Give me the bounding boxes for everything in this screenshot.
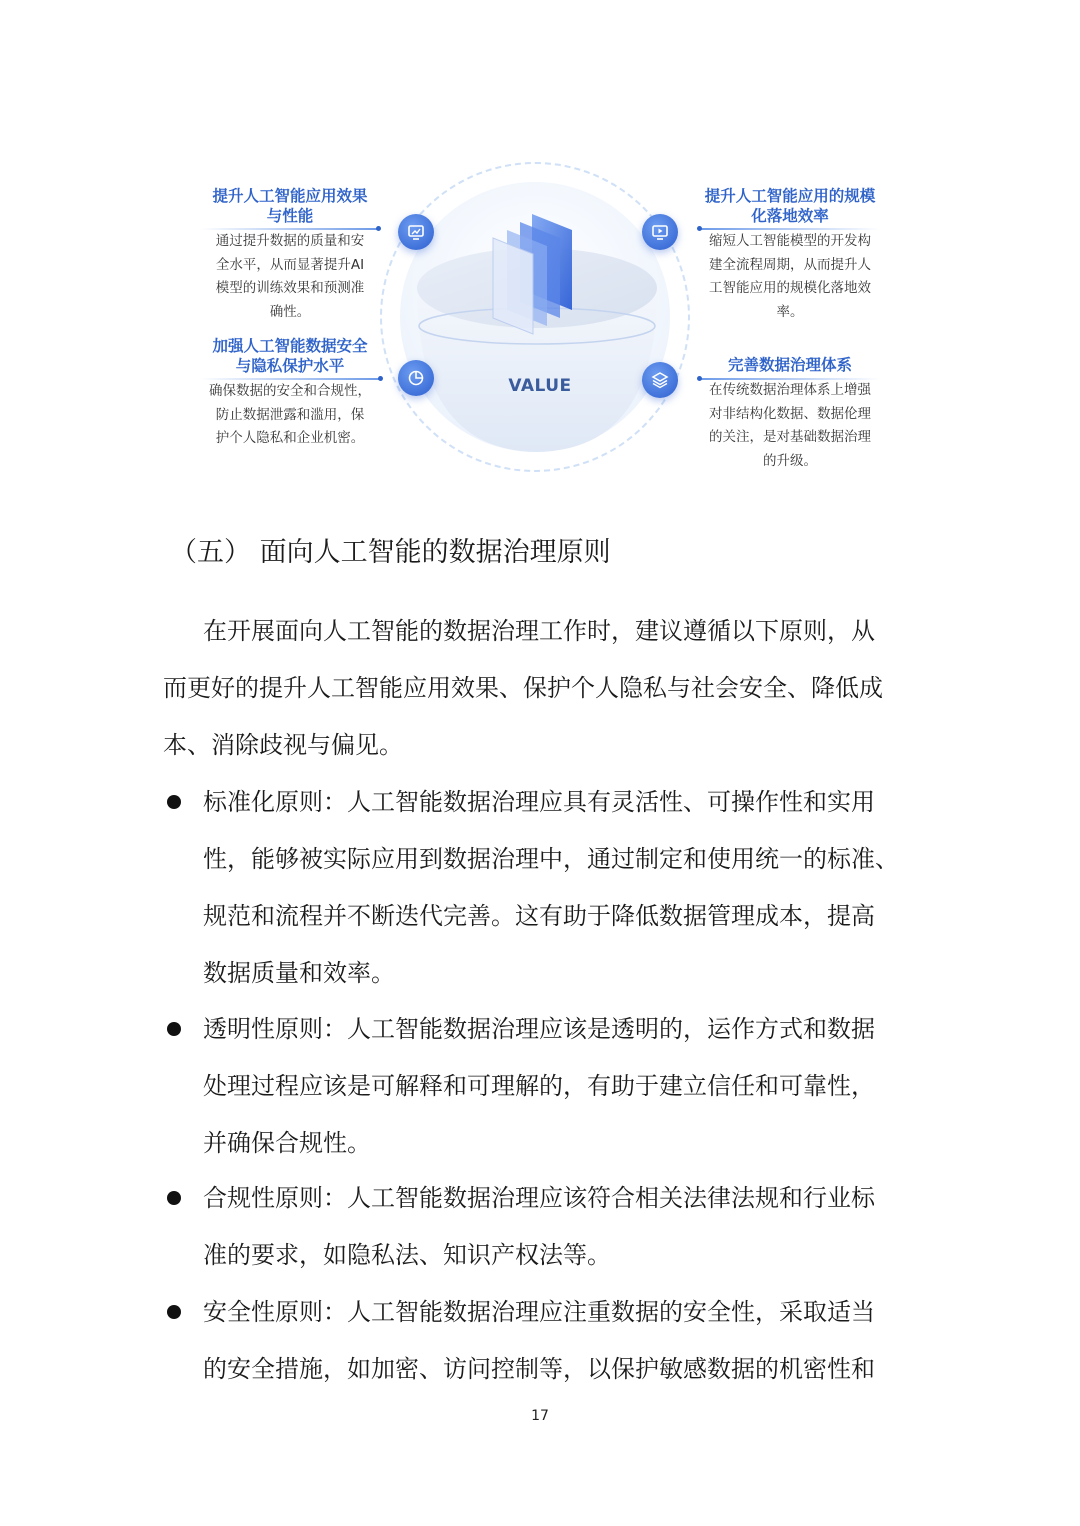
desc-line: 对非结构化数据、数据伦理	[709, 405, 871, 422]
desc-line: 全水平，从而显著提升AI	[215, 256, 365, 273]
bullet-security	[203, 1284, 923, 1398]
benefit-title	[695, 186, 885, 226]
intro-paragraph	[163, 603, 923, 660]
bullet-transparency	[203, 1001, 923, 1172]
title-line: 与隐私保护水平	[235, 357, 345, 375]
text-line: 数据质量和效率。	[203, 959, 395, 987]
benefit-desc	[695, 230, 885, 324]
title-line: 提升人工智能应用的规模	[704, 187, 876, 205]
text-line: 在开展面向人工智能的数据治理工作时，建议遵循以下原则，从	[203, 617, 875, 645]
benefit-desc	[195, 380, 385, 451]
desc-line: 在传统数据治理体系上增强	[709, 382, 871, 398]
title-line: 完善数据治理体系	[727, 356, 852, 374]
title-line: 提升人工智能应用效果	[212, 187, 368, 205]
leader-line	[200, 228, 378, 230]
glass-card	[493, 238, 533, 334]
leader-dot	[376, 226, 381, 231]
value-diagram	[180, 150, 900, 490]
leader-line	[200, 378, 380, 380]
center-value-label: VALUE	[508, 376, 572, 396]
leader-dot	[697, 226, 702, 231]
desc-line: 建全流程周期，从而提升人	[709, 256, 871, 273]
intro-paragraph-cont	[163, 660, 923, 774]
desc-line: 率。	[776, 303, 804, 320]
bullet-dot	[167, 1022, 181, 1036]
leader-line	[700, 378, 880, 380]
layers-icon	[642, 362, 678, 398]
desc-line: 防止数据泄露和滥用，保	[215, 406, 365, 423]
benefit-desc	[195, 230, 385, 324]
text-line: 合规性原则：人工智能数据治理应该符合相关法律法规和行业标	[203, 1184, 875, 1212]
benefit-block-performance	[195, 186, 385, 324]
leader-dot	[697, 376, 702, 381]
text-line: 准的要求，如隐私法、知识产权法等。	[203, 1241, 611, 1269]
benefit-block-efficiency	[695, 186, 885, 324]
text-line: 性，能够被实际应用到数据治理中，通过制定和使用统一的标准、	[203, 845, 899, 873]
desc-line: 缩短人工智能模型的开发构	[709, 233, 871, 249]
bullet-standardization	[203, 774, 923, 1002]
play-screen-icon	[642, 214, 678, 250]
desc-line: 工智能应用的规模化落地效	[709, 280, 871, 296]
text-line: 透明性原则：人工智能数据治理应该是透明的，运作方式和数据	[203, 1015, 875, 1043]
desc-line: 确保数据的安全和合规性，	[209, 383, 371, 399]
desc-line: 护个人隐私和企业机密。	[215, 430, 365, 446]
text-line: 并确保合规性。	[203, 1129, 371, 1157]
text-line: 规范和流程并不断迭代完善。这有助于降低数据管理成本，提高	[203, 902, 875, 930]
benefit-title	[195, 186, 385, 226]
monitor-icon	[398, 214, 434, 250]
desc-line: 的升级。	[763, 452, 817, 469]
bullet-dot	[167, 795, 181, 809]
bullet-dot	[167, 1191, 181, 1205]
section-heading: （五） 面向人工智能的数据治理原则	[170, 537, 611, 568]
desc-line: 模型的训练效果和预测准	[215, 280, 365, 296]
text-line: 的安全措施，如加密、访问控制等，以保护敏感数据的机密性和	[203, 1355, 875, 1383]
title-line: 加强人工智能数据安全	[212, 337, 368, 355]
text-line: 标准化原则：人工智能数据治理应具有灵活性、可操作性和实用	[203, 788, 875, 816]
text-line: 本、消除歧视与偏见。	[163, 731, 403, 759]
desc-line: 通过提升数据的质量和安	[215, 233, 365, 249]
page-number: 17	[531, 1408, 549, 1424]
desc-line: 确性。	[269, 303, 311, 320]
leader-dot	[378, 376, 383, 381]
desc-line: 的关注，是对基础数据治理	[709, 429, 871, 445]
title-line: 化落地效率	[751, 207, 829, 225]
text-line: 安全性原则：人工智能数据治理应注重数据的安全性，采取适当	[203, 1298, 875, 1326]
text-line: 而更好的提升人工智能应用效果、保护个人隐私与社会安全、降低成	[163, 674, 883, 702]
benefit-block-security	[195, 336, 385, 451]
title-line: 与性能	[266, 207, 314, 225]
benefit-desc	[695, 379, 885, 473]
bullet-compliance	[203, 1170, 923, 1284]
leader-line	[700, 228, 880, 230]
bullet-dot	[167, 1305, 181, 1319]
benefit-block-governance	[695, 355, 885, 473]
text-line: 处理过程应该是可解释和可理解的，有助于建立信任和可靠性，	[203, 1072, 875, 1100]
pie-chart-icon	[398, 360, 434, 396]
benefit-title	[695, 355, 885, 375]
benefit-title	[195, 336, 385, 376]
